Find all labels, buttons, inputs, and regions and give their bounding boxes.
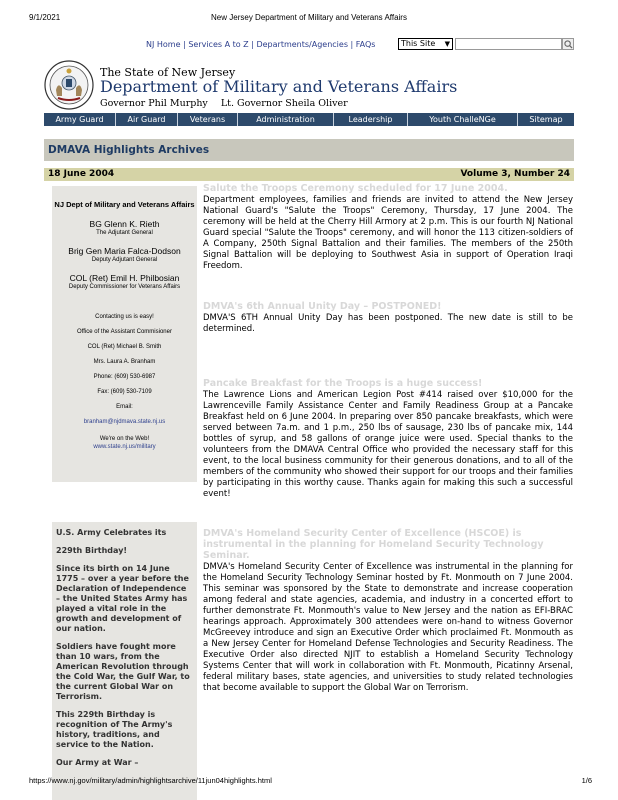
issue-volume: Volume 3, Number 24: [460, 169, 570, 179]
search-scope-value: This Site: [401, 39, 436, 48]
contact-heading: Contacting us is easy!: [95, 314, 154, 320]
contact-line: Office of the Assistant Commisioner: [77, 329, 172, 335]
sidebar-paragraph: Our Army at War –: [56, 758, 139, 767]
person-title: Deputy Adjutant General: [91, 257, 158, 263]
nav-air-guard[interactable]: Air Guard: [116, 113, 178, 126]
print-footer: [0, 776, 618, 788]
nav-youth-challenge[interactable]: Youth ChalleNGe: [408, 113, 518, 126]
sidebar-headline: 229th Birthday!: [56, 546, 128, 555]
article-title: Salute the Troops Ceremony scheduled for 17 June 2004.: [203, 183, 508, 194]
person-title: Deputy Commissioner for Veterans Affairs: [68, 284, 181, 290]
article: [203, 528, 573, 694]
archives-title-bar: [44, 139, 574, 161]
page-title: DMAVA Highlights Archives: [48, 144, 210, 156]
search-scope-select[interactable]: [398, 38, 453, 50]
nav-veterans[interactable]: Veterans: [178, 113, 238, 126]
link-departments-agencies[interactable]: Departments/Agencies: [256, 40, 348, 49]
governor-line: [100, 98, 348, 109]
article-body: Department employees, families and friends are invited to attend the New Jersey National Guard's "Salute the Troops" Ceremony, Thursday, 17 June 2004. The ceremony will be held at the Cherry Hill Armory at 2 p.m. This is our fourth NJ National Guard special "Salute the Troops" ceremony, and will honor the 113 citizen-soldiers of A Company, 250th Signal Battalion and their families. The members of the 250th Signal Battalion will be deploying to Southwest Asia in support of Operation Iraqi Freedom.: [203, 195, 573, 271]
person-name: BG Glenn K. Rieth: [89, 219, 160, 229]
search-input[interactable]: [455, 38, 562, 50]
print-header: [0, 13, 618, 25]
contact-email-link[interactable]: branham@njdmava.state.nj.us: [83, 419, 166, 425]
state-name: The State of New Jersey: [100, 66, 236, 79]
site-header: [44, 60, 564, 112]
web-label: We're on the Web!: [99, 436, 150, 442]
contact-email-label: Email:: [116, 404, 133, 410]
print-title: New Jersey Department of Military and Veterans Affairs: [211, 13, 407, 22]
issue-bar: [44, 168, 574, 181]
search-button[interactable]: [562, 38, 574, 50]
sidebar-paragraph: Since its birth on 14 June 1775 – over a year before the Declaration of Independence – the United States Army has played a vital role in the growth and development of our nation.: [56, 564, 189, 633]
article-title: Pancake Breakfast for the Troops is a huge success!: [203, 378, 483, 389]
print-date: 9/1/2021: [29, 13, 61, 22]
article-body: DMVA'S 6TH Annual Unity Day has been postponed. The new date is still to be determined.: [203, 313, 573, 334]
link-nj-home[interactable]: NJ Home: [146, 40, 181, 49]
contact-fax: Fax: (609) 530-7109: [97, 389, 152, 395]
link-faqs[interactable]: FAQs: [355, 40, 376, 49]
article: [203, 378, 573, 500]
article-body: The Lawrence Lions and American Legion Post #414 raised over $10,000 for the Lawrenceville Family Assistance Center and Family Readiness Group at a Pancake Breakfast held on 6 June 2004. In preparing over 850 pancake breakfasts, which were served between 7a.m. and 1 p.m., 250 lbs of sausage, 230 lbs of pancake mix, 144 bottles of syrup, and 58 gallons of orange juice were used. Special thanks to the volunteers from the DMAVA Central Office who provided the necessary staff for this event, to the local business community for their generous donations, and to all of the members of the community who showed their support for our troops and their families by participating in this worthy cause. Thanks again for making this such a successful event!: [203, 390, 573, 499]
person-title: The Adjutant General: [96, 230, 153, 236]
contact-phone: Phone: (609) 530-6987: [93, 374, 156, 380]
nav-sitemap[interactable]: Sitemap: [529, 115, 563, 124]
nj-state-seal-icon[interactable]: [44, 60, 94, 110]
issue-date: 18 June 2004: [48, 169, 115, 179]
sidebar-paragraph: Soldiers have fought more than 10 wars, from the American Revolution through the Cold War, the Gulf War, to the current Global War on Terrorism.: [56, 642, 190, 701]
article: [203, 183, 573, 272]
chevron-down-icon: ▼: [444, 40, 450, 48]
link-services-a-to-z[interactable]: Services A to Z: [188, 40, 249, 49]
main-nav: [44, 113, 574, 126]
sidebar-headline: U.S. Army Celebrates its: [56, 528, 167, 537]
nav-leadership[interactable]: Leadership: [334, 113, 408, 126]
sidebar-org: NJ Dept of Military and Veterans Affairs: [54, 200, 195, 209]
top-nav: [0, 38, 618, 52]
contact-line: COL (Ret) Michael B. Smith: [87, 344, 162, 350]
sidebar-paragraph: This 229th Birthday is recognition of The Army's history, traditions, and service to the Nation.: [56, 710, 173, 749]
article-title: DMVA's 6th Annual Unity Day – POSTPONED!: [203, 301, 442, 312]
web-url-link[interactable]: www.state.nj.us/military: [93, 444, 156, 450]
person-name: Brig Gen Maria Falca-Dodson: [68, 246, 181, 256]
lt-governor-name: Lt. Governor Sheila Oliver: [220, 98, 348, 109]
print-url: https://www.nj.gov/military/admin/highlightsarchive/11jun04highlights.html: [29, 776, 272, 785]
person-name: COL (Ret) Emil H. Philbosian: [69, 273, 180, 283]
department-name[interactable]: Department of Military and Veterans Affairs: [100, 77, 458, 96]
search-icon: [564, 40, 573, 49]
nav-army-guard[interactable]: Army Guard: [44, 113, 116, 126]
sidebar-contacts: [52, 186, 197, 482]
article-body: DMVA's Homeland Security Center of Excellence was instrumental in the planning for the Homeland Security Technology Seminar hosted by Ft. Monmouth on 7 June 2004. This seminar was sponsored by the State to demonstrate and increase cooperation among federal and state agencies, academia, and industry in a concerted effort to further demonstrate Ft. Monmouth's value to New Jersey and the nation as EFI-BRAC hearings approach. Approximately 300 attendees were on-hand to witness Governor McGreevey introduce and sign an Executive Order which proclaimed Ft. Monmouth as a New Jersey Center for Homeland Defense Technologies and Security Readiness. The Executive Order also directed NJIT to establish a Homeland Security Technology Systems Center that will work in collaboration with Ft. Monmouth, Picatinny Arsenal, federal military bases, state agencies, and universities to study related technologies that become available to support the Global War on Terrorism.: [203, 562, 573, 693]
article-title: DMVA's Homeland Security Center of Excellence (HSCOE) is instrumental in the planning for Homeland Security Technology Seminar.: [203, 528, 544, 561]
print-page-number: 1/6: [581, 776, 592, 785]
nav-administration[interactable]: Administration: [238, 113, 334, 126]
top-links: NJ Home | Services A to Z | Departments/Agencies | FAQs: [146, 40, 376, 49]
governor-name: Governor Phil Murphy: [100, 98, 208, 109]
sidebar-army-birthday: [52, 522, 197, 800]
article: [203, 301, 573, 335]
contact-line: Mrs. Laura A. Branham: [93, 359, 156, 365]
